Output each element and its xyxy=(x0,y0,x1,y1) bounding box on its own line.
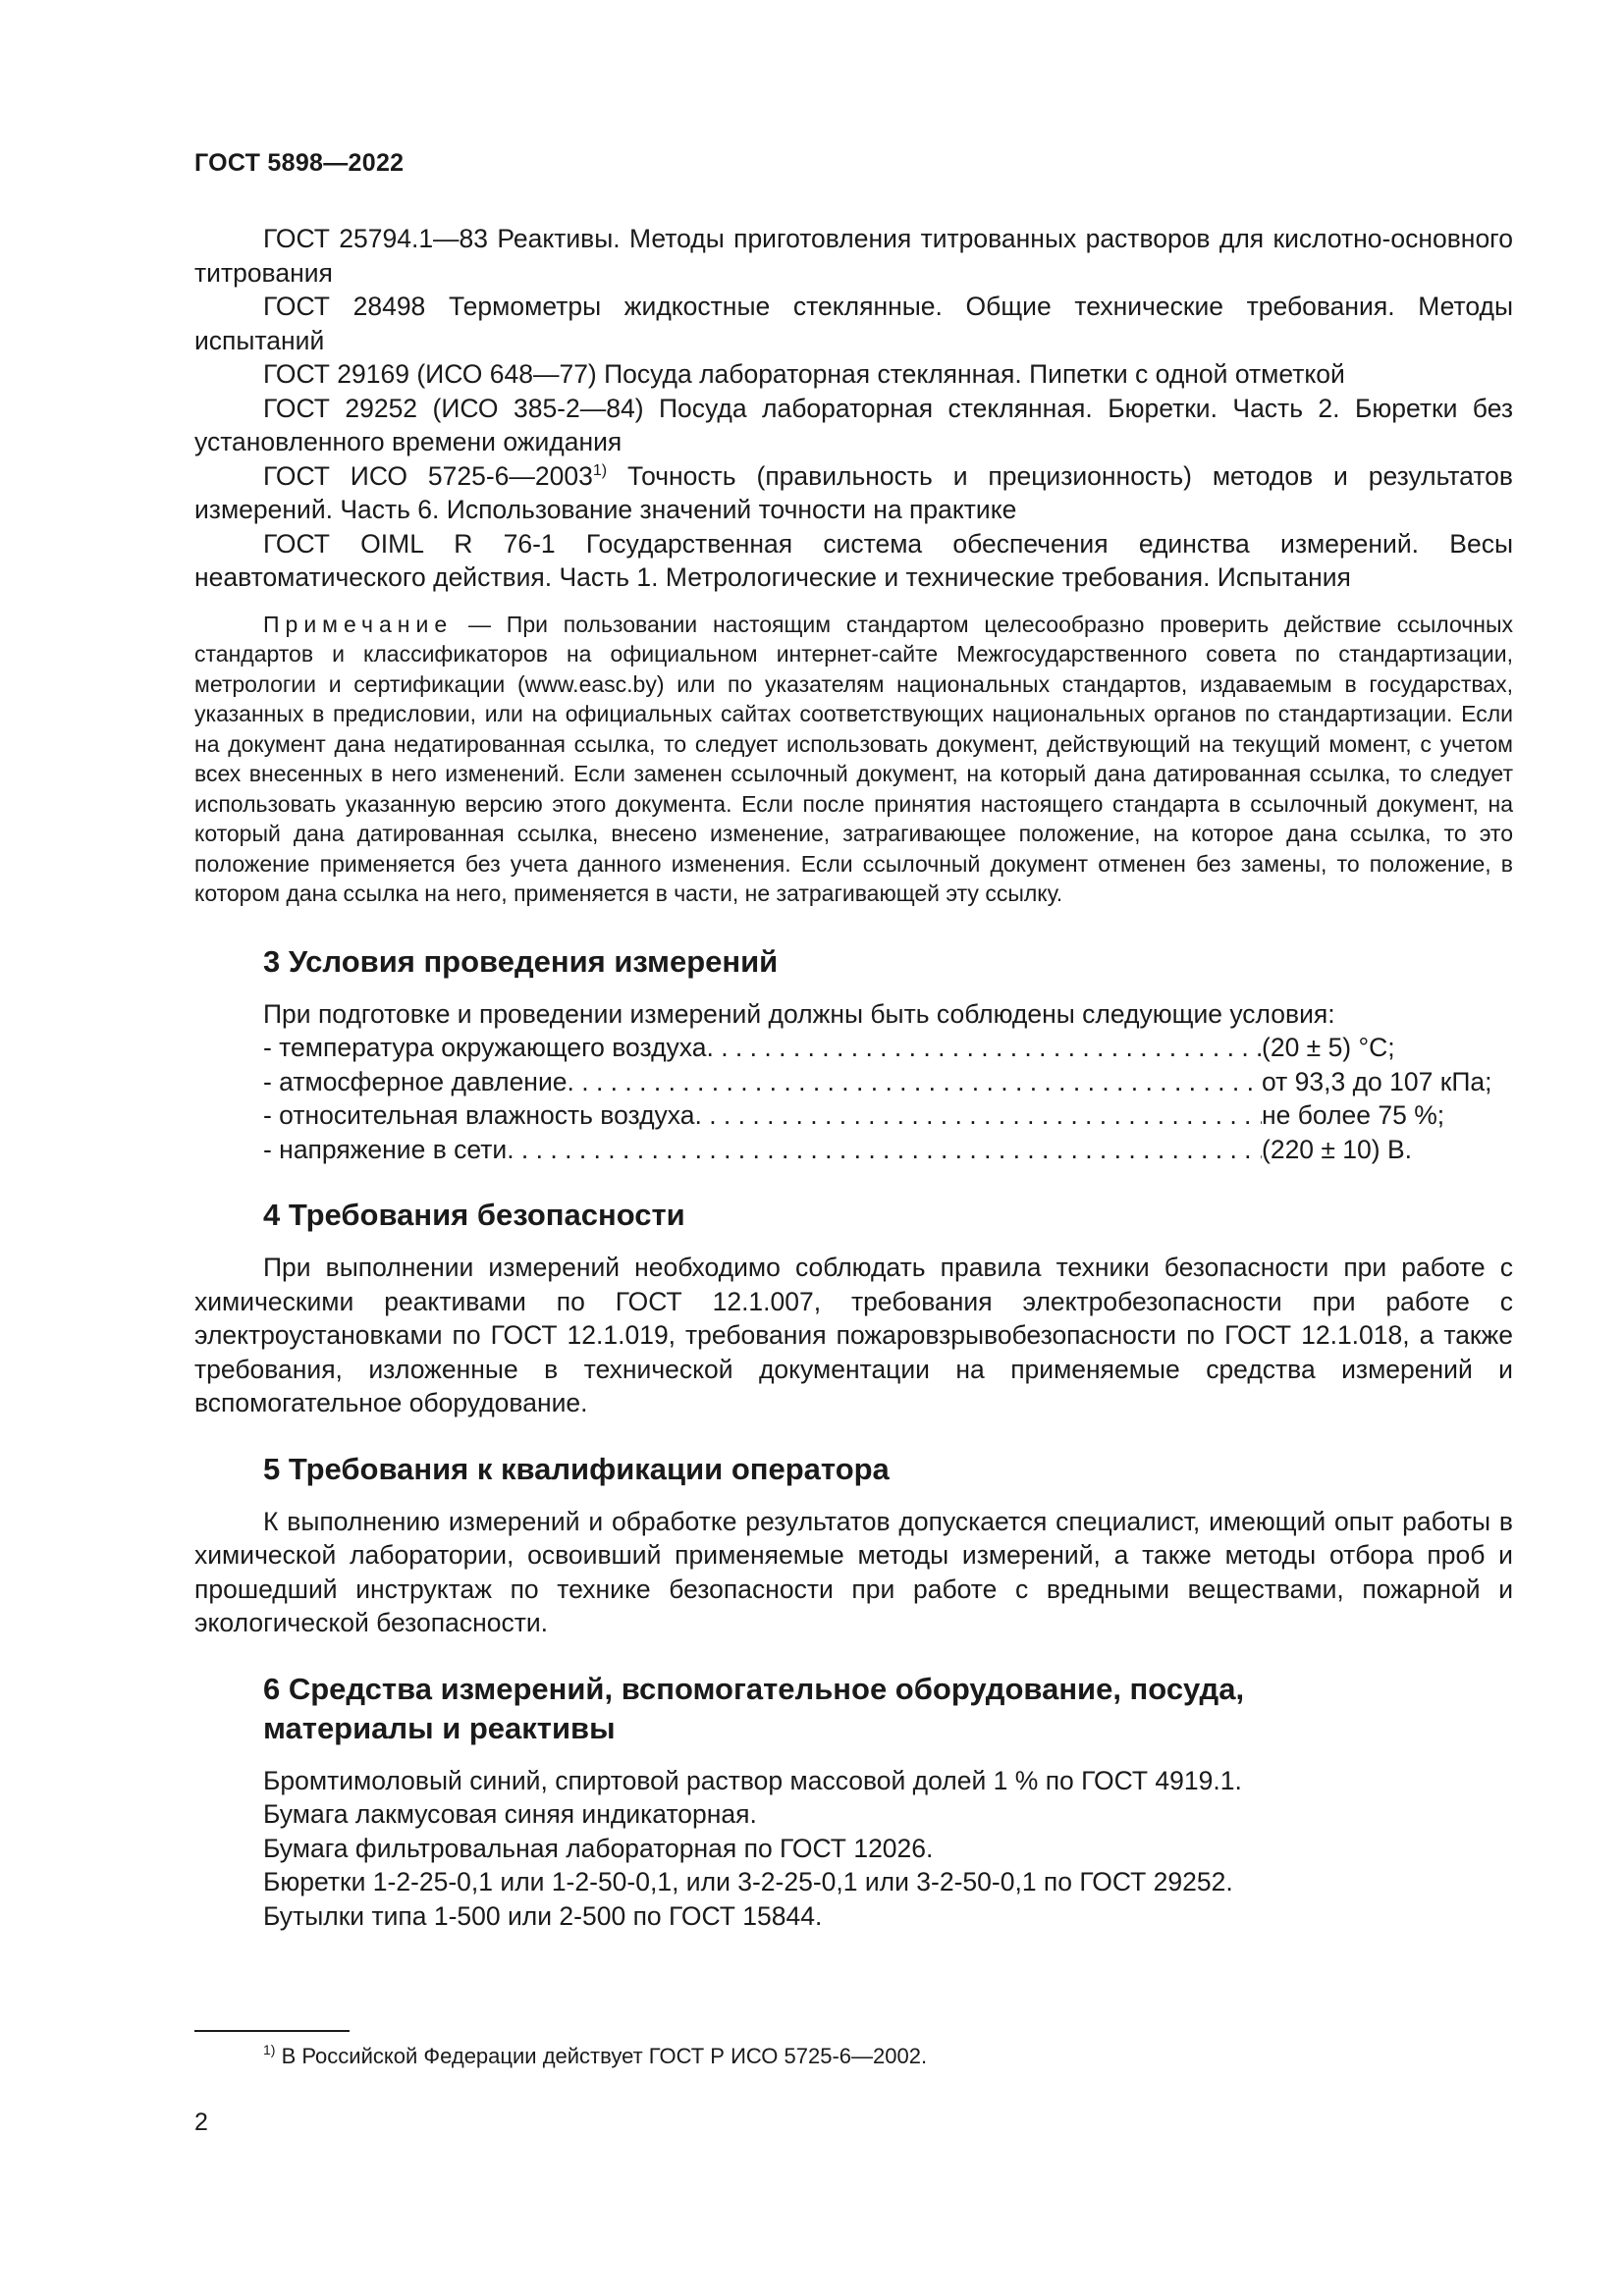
note-text: — При пользовании настоящим стандартом целесообразно проверить действие ссылочных стандартов и классификаторов на официальном интернет-сайте Межгосударственного совета по стандартизации, метрологии и сертификации (www.easc.by) или по указателям национальных стандартов, издаваемым в государствах, указанных в предисловии, или на официальных сайтах соответствующих национальных органов по стандартизации. Если на документ дана недатированная ссылка, то следует использовать документ, действующий на текущий момент, с учетом всех внесенных в него изменений. Если заменен ссылочный документ, на который дана датированная ссылка, то следует использовать указанную версию этого документа. Если после принятия настоящего стандарта в ссылочный документ, на который дана датированная ссылка, внесено изменение, затрагивающее положение, на которое дана ссылка, то это положение применяется без учета данного изменения. Если ссылочный документ отменен без замены, то положение, в котором дана ссылка на него, применяется в части, не затрагивающей эту ссылку. xyxy=(194,611,1513,906)
reference-entry: ГОСТ 25794.1—83 Реактивы. Методы приготовления титрованных растворов для кислотно-основного титрования xyxy=(194,224,1513,288)
leader-dots xyxy=(706,1031,1262,1065)
condition-value: не более 75 %; xyxy=(1262,1100,1445,1130)
reference-entry: ГОСТ 28498 Термометры жидкостные стеклянные. Общие технические требования. Методы испытаний xyxy=(194,292,1513,355)
condition-row xyxy=(263,1031,1515,1065)
condition-value: (20 ± 5) °С; xyxy=(1262,1033,1395,1062)
page-number: 2 xyxy=(194,2109,208,2136)
footnote-text: В Российской Федерации действует ГОСТ Р ИСО 5725-6—2002. xyxy=(275,2044,928,2068)
section-6-heading xyxy=(194,1670,1513,1748)
section-3-intro: При подготовке и проведении измерений должны быть соблюдены следующие условия: xyxy=(263,998,1335,1029)
section-4-heading: 4 Требования безопасности xyxy=(263,1198,685,1232)
section-3-heading: 3 Условия проведения измерений xyxy=(263,943,779,979)
equipment-item: Бутылки типа 1-500 или 2-500 по ГОСТ 15844. xyxy=(263,1900,823,1931)
condition-row xyxy=(263,1065,1515,1099)
equipment-item: Бюретки 1-2-25-0,1 или 1-2-50-0,1, или 3-2-25-0,1 или 3-2-50-0,1 по ГОСТ 29252. xyxy=(263,1867,1233,1896)
section-5-text: К выполнению измерений и обработке результатов допускается специалист, имеющий опыт работы в химической лаборатории, освоивший применяемые методы измерений, а также методы отбора проб и прошедший инструктаж по технике безопасности при работе с вредными веществами, пожарной и экологической безопасности. xyxy=(194,1506,1513,1637)
reference-entry: ГОСТ 29252 (ИСО 385-2—84) Посуда лабораторная стеклянная. Бюретки. Часть 2. Бюретки без установленного времени ожидания xyxy=(194,393,1513,456)
note-label: Примечание xyxy=(263,611,454,637)
leader-dots xyxy=(568,1065,1263,1099)
reference-entry: ГОСТ OIML R 76-1 Государственная система обеспечения единства измерений. Весы неавтоматического действия. Часть 1. Метрологические и технические требования. Испытания xyxy=(194,528,1513,592)
section-6-heading-line1: 6 Средства измерений, вспомогательное оборудование, посуда, xyxy=(263,1671,1245,1706)
document-header: ГОСТ 5898—2022 xyxy=(194,149,405,177)
condition-label: - относительная влажность воздуха xyxy=(263,1100,695,1130)
footnote-marker: 1) xyxy=(263,2042,276,2057)
reference-iso-code: ГОСТ ИСО 5725-6—2003 xyxy=(263,460,593,491)
equipment-item: Бромтимоловый синий, спиртовой раствор массовой долей 1 % по ГОСТ 4919.1. xyxy=(263,1765,1242,1795)
equipment-item: Бумага лакмусовая синяя индикаторная. xyxy=(263,1799,757,1829)
page-content xyxy=(194,222,1513,1933)
reference-entry-iso xyxy=(194,459,1513,527)
footnote-divider xyxy=(194,2030,350,2032)
condition-label: - атмосферное давление xyxy=(263,1066,568,1096)
leader-dots xyxy=(694,1098,1262,1133)
condition-label: - температура окружающего воздуха xyxy=(263,1033,707,1062)
note-paragraph xyxy=(194,610,1513,909)
condition-label: - напряжение в сети xyxy=(263,1134,508,1164)
footnote-ref-marker: 1) xyxy=(592,461,608,479)
footnote xyxy=(263,2042,927,2071)
condition-value: (220 ± 10) В. xyxy=(1262,1134,1413,1164)
reference-entry: ГОСТ 29169 (ИСО 648—77) Посуда лабораторная стеклянная. Пипетки с одной отметкой xyxy=(263,359,1345,389)
section-4-text: При выполнении измерений необходимо соблюдать правила техники безопасности при работе с химическими реактивами по ГОСТ 12.1.007, требования электробезопасности при работе с электроустановками по ГОСТ 12.1.019, требования пожаровзрывобезопасности по ГОСТ 12.1.018, а также требования, изложенные в технической документации на применяемые средства измерений и вспомогательное оборудование. xyxy=(194,1253,1513,1417)
reference-iso-title: Точность (правильность и прецизионность) методов и результатов измерений. Часть 6. Использование значений точности на практике xyxy=(194,460,1513,524)
condition-value: от 93,3 до 107 кПа; xyxy=(1262,1066,1492,1096)
equipment-list xyxy=(194,1764,1513,1934)
section-5-heading: 5 Требования к квалификации оператора xyxy=(263,1451,890,1486)
condition-row xyxy=(263,1133,1515,1167)
equipment-item: Бумага фильтровальная лабораторная по ГОСТ 12026. xyxy=(263,1833,934,1863)
leader-dots xyxy=(507,1133,1262,1167)
condition-row xyxy=(263,1098,1515,1133)
section-6-heading-line2: материалы и реактивы xyxy=(263,1710,616,1745)
